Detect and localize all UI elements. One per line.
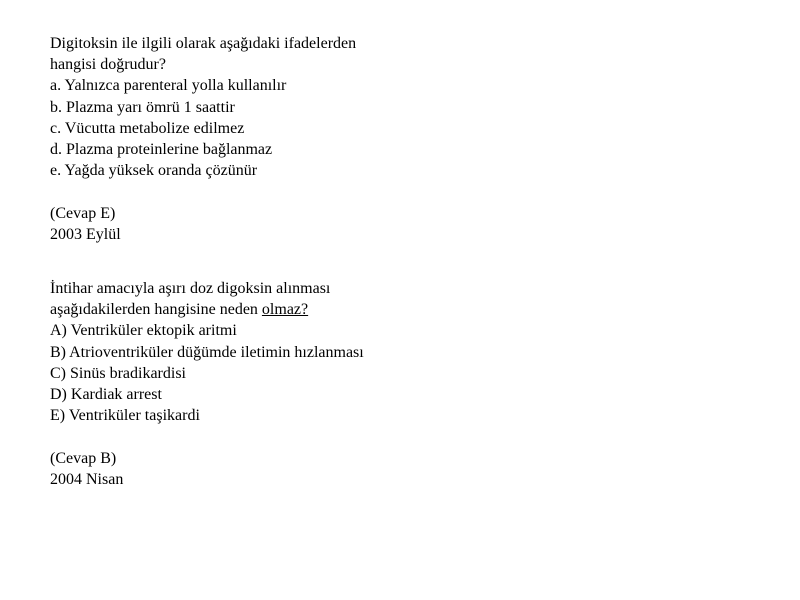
question-1 — [50, 33, 750, 245]
spacer — [50, 426, 750, 447]
question-1-option-d: d. Plazma proteinlerine bağlanmaz — [50, 140, 273, 158]
question-1-date: 2003 Eylül — [50, 225, 121, 243]
question-2-option-d: D) Kardiak arrest — [50, 385, 162, 403]
question-1-option-b: b. Plazma yarı ömrü 1 saattir — [50, 98, 235, 116]
question-2-answer: (Cevap B) — [50, 449, 117, 467]
question-1-option-c: c. Vücutta metabolize edilmez — [50, 119, 245, 137]
spacer — [50, 181, 750, 202]
question-2-stem-emphasis: olmaz? — [261, 301, 309, 319]
question-1-option-e: e. Yağda yüksek oranda çözünür — [50, 162, 258, 180]
question-2-option-c: C) Sinüs bradikardisi — [50, 364, 186, 382]
question-2-option-a: A) Ventriküler ektopik aritmi — [50, 322, 237, 340]
question-1-stem-line-1: Digitoksin ile ilgili olarak aşağıdaki ifadelerden — [50, 35, 357, 52]
question-2-stem-line-2 — [50, 299, 750, 320]
question-2-option-b: B) Atrioventriküler düğümde iletimin hızlanması — [50, 343, 364, 361]
question-2-option-e: E) Ventriküler taşikardi — [50, 407, 200, 425]
question-2-stem-line-1: İntihar amacıyla aşırı doz digoksin alınması — [50, 280, 331, 297]
question-2-stem-prefix: aşağıdakilerden hangisine neden — [50, 301, 262, 319]
question-2-date: 2004 Nisan — [50, 470, 124, 488]
question-1-stem-line-2: hangisi doğrudur? — [50, 56, 166, 74]
question-1-option-a: a. Yalnızca parenteral yolla kullanılır — [50, 77, 287, 95]
question-1-answer: (Cevap E) — [50, 204, 116, 222]
question-2 — [50, 278, 750, 490]
